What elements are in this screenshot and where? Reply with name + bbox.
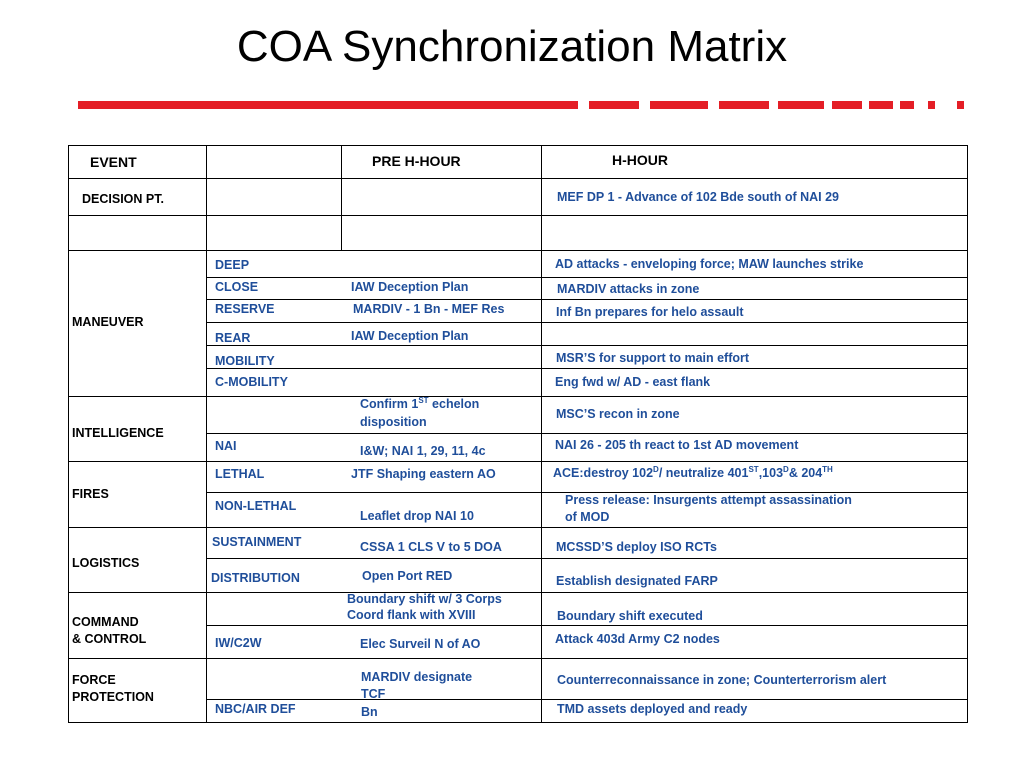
row-label-command-control-line1: COMMAND: [72, 615, 139, 629]
header-event: EVENT: [90, 154, 137, 170]
sub-label-rear: REAR: [215, 331, 251, 345]
iw-c2w-h-hour: Attack 403d Army C2 nodes: [555, 632, 720, 646]
nbc-pre-h-hour: Bn: [361, 705, 378, 719]
row-label-intelligence: INTELLIGENCE: [72, 426, 164, 440]
non-lethal-pre-h-hour: Leaflet drop NAI 10: [360, 509, 474, 523]
mobility-h-hour: MSR’S for support to main effort: [556, 351, 750, 365]
page-title: COA Synchronization Matrix: [236, 22, 788, 71]
non-lethal-h-hour-line2: of MOD: [565, 510, 610, 524]
sub-label-mobility: MOBILITY: [215, 354, 275, 368]
sub-label-sustainment: SUSTAINMENT: [212, 535, 302, 549]
nai-pre-h-hour: I&W; NAI 1, 29, 11, 4c: [360, 444, 486, 458]
decision-pt-h-hour: MEF DP 1 - Advance of 102 Bde south of NAI 29: [557, 190, 840, 204]
rear-pre-h-hour: IAW Deception Plan: [351, 329, 469, 343]
non-lethal-h-hour-line1: Press release: Insurgents attempt assassination: [565, 493, 852, 507]
nbc-h-hour: TMD assets deployed and ready: [557, 702, 748, 716]
sub-label-deep: DEEP: [215, 258, 250, 272]
lethal-pre-h-hour: JTF Shaping eastern AO: [351, 467, 496, 481]
row-label-fires: FIRES: [72, 487, 109, 501]
force-protection-pre-line1: MARDIV designate: [361, 670, 473, 684]
nai-h-hour: NAI 26 - 205 th react to 1st AD movement: [555, 438, 799, 452]
sub-label-lethal: LETHAL: [215, 467, 265, 481]
intelligence-pre-h-hour-line1: Confirm 1ST echelon: [360, 395, 480, 411]
c-mobility-h-hour: Eng fwd w/ AD - east flank: [555, 375, 711, 389]
reserve-h-hour: Inf Bn prepares for helo assault: [556, 305, 744, 319]
sub-label-distribution: DISTRIBUTION: [211, 571, 300, 585]
command-control-pre-line1: Boundary shift w/ 3 Corps: [347, 592, 502, 606]
header-pre-h-hour: PRE H-HOUR: [372, 153, 461, 169]
intelligence-h-hour: MSC’S recon in zone: [556, 407, 680, 421]
sub-label-nbc-air-def: NBC/AIR DEF: [215, 702, 296, 716]
distribution-pre-h-hour: Open Port RED: [362, 569, 453, 583]
reserve-pre-h-hour: MARDIV - 1 Bn - MEF Res: [353, 302, 505, 316]
close-pre-h-hour: IAW Deception Plan: [351, 280, 469, 294]
row-label-maneuver: MANEUVER: [72, 315, 144, 329]
sub-label-non-lethal: NON-LETHAL: [215, 499, 297, 513]
distribution-h-hour: Establish designated FARP: [556, 574, 718, 588]
header-h-hour: H-HOUR: [612, 152, 668, 168]
row-label-decision-pt: DECISION PT.: [82, 192, 164, 206]
intelligence-pre-h-hour-line2: disposition: [360, 415, 427, 429]
sustainment-h-hour: MCSSD’S deploy ISO RCTs: [556, 540, 717, 554]
sub-label-close: CLOSE: [215, 280, 259, 294]
sync-matrix-table: [68, 145, 968, 723]
lethal-h-hour: ACE:destroy $102^D/$ neutralize $401ST,103^D\&$ 204TH: [553, 464, 833, 480]
sustainment-pre-h-hour: CSSA 1 CLS V to 5 DOA: [360, 540, 502, 554]
sub-label-c-mobility: C-MOBILITY: [215, 375, 288, 389]
sub-label-reserve: RESERVE: [215, 302, 275, 316]
row-label-force-protection-line2: PROTECTION: [72, 690, 154, 704]
sub-label-iw-c2w: IW/C2W: [215, 636, 262, 650]
row-label-force-protection-line1: FORCE: [72, 673, 116, 687]
deep-h-hour: AD attacks - enveloping force; MAW launches strike: [555, 257, 864, 271]
command-control-h-hour: Boundary shift executed: [557, 609, 703, 623]
command-control-pre-line2: Coord flank with XVIII: [347, 608, 476, 622]
force-protection-pre-line2: TCF: [361, 687, 386, 701]
force-protection-h-hour: Counterreconnaissance in zone; Counterterrorism alert: [557, 673, 887, 687]
sub-label-nai: NAI: [215, 439, 237, 453]
close-h-hour: MARDIV attacks in zone: [557, 282, 700, 296]
row-label-logistics: LOGISTICS: [72, 556, 140, 570]
row-label-command-control-line2: & CONTROL: [72, 632, 147, 646]
iw-c2w-pre-h-hour: Elec Surveil N of AO: [360, 637, 481, 651]
